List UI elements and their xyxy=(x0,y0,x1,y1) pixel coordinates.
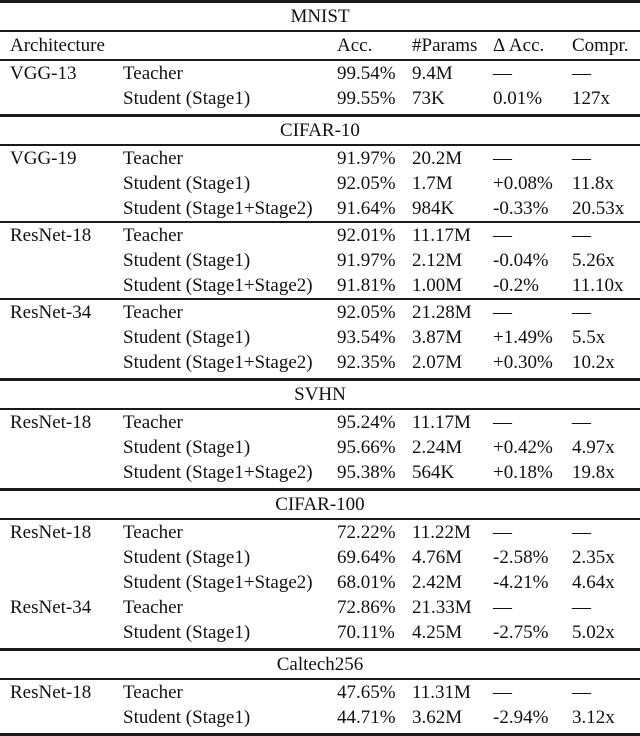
table-row xyxy=(0,595,640,620)
cell-role: Student (Stage1) xyxy=(123,622,251,643)
cell-delta: -2.94% xyxy=(493,707,549,728)
cell-architecture: ResNet-18 xyxy=(10,682,92,703)
table-row xyxy=(0,570,640,595)
table-row xyxy=(0,520,640,545)
table-row xyxy=(0,350,640,375)
cell-delta: +0.08% xyxy=(493,173,553,194)
cell-delta: +0.42% xyxy=(493,437,553,458)
cell-acc: 70.11% xyxy=(337,622,395,643)
cell-delta: -0.33% xyxy=(493,198,549,219)
cell-delta: +0.30% xyxy=(493,352,553,373)
table-row xyxy=(0,146,640,171)
cell-delta: — xyxy=(493,302,512,323)
cell-params: 1.7M xyxy=(412,173,453,194)
cell-role: Teacher xyxy=(123,597,183,618)
cell-role: Teacher xyxy=(123,225,183,246)
cell-delta: — xyxy=(493,148,512,169)
cell-architecture: ResNet-18 xyxy=(10,225,92,246)
cell-delta: -2.75% xyxy=(493,622,549,643)
table-row xyxy=(0,196,640,221)
cell-params: 1.00M xyxy=(412,275,463,296)
cell-acc: 95.38% xyxy=(337,462,396,483)
table-row xyxy=(0,435,640,460)
table-row xyxy=(0,61,640,86)
cell-delta: — xyxy=(493,682,512,703)
cell-role: Student (Stage1+Stage2) xyxy=(123,198,313,219)
cell-role: Student (Stage1) xyxy=(123,437,251,458)
cell-acc: 91.97% xyxy=(337,148,396,169)
table-row xyxy=(0,680,640,705)
table-row xyxy=(0,460,640,485)
cell-role: Student (Stage1) xyxy=(123,707,251,728)
table-row xyxy=(0,410,640,435)
cell-role: Student (Stage1+Stage2) xyxy=(123,275,313,296)
cell-delta: -0.2% xyxy=(493,275,539,296)
section-title: CIFAR-10 xyxy=(280,120,360,141)
col-header-compr: Compr. xyxy=(572,35,629,56)
cell-acc: 92.01% xyxy=(337,225,396,246)
cell-role: Student (Stage1) xyxy=(123,250,251,271)
cell-compr: 11.8x xyxy=(572,173,615,194)
cell-delta: — xyxy=(493,597,512,618)
cell-acc: 68.01% xyxy=(337,572,396,593)
cell-delta: -2.58% xyxy=(493,547,549,568)
col-header-delta-acc: Δ Acc. xyxy=(493,35,545,56)
cell-acc: 95.24% xyxy=(337,412,396,433)
cell-params: 2.24M xyxy=(412,437,463,458)
cell-delta: 0.01% xyxy=(493,88,543,109)
table-row xyxy=(0,300,640,325)
cell-acc: 44.71% xyxy=(337,707,396,728)
cell-acc: 99.55% xyxy=(337,88,396,109)
cell-delta: +0.18% xyxy=(493,462,553,483)
cell-acc: 72.22% xyxy=(337,522,396,543)
cell-params: 2.42M xyxy=(412,572,463,593)
cell-delta: — xyxy=(493,522,512,543)
cell-acc: 69.64% xyxy=(337,547,396,568)
cell-acc: 99.54% xyxy=(337,63,396,84)
cell-params: 11.31M xyxy=(412,682,471,703)
section-title: SVHN xyxy=(294,384,346,405)
cell-architecture: VGG-13 xyxy=(10,63,77,84)
cell-role: Teacher xyxy=(123,412,183,433)
cell-params: 4.76M xyxy=(412,547,463,568)
cell-compr: 3.12x xyxy=(572,707,615,728)
cell-acc: 91.97% xyxy=(337,250,396,271)
section-title: CIFAR-100 xyxy=(275,494,365,515)
cell-compr: — xyxy=(572,682,591,703)
cell-role: Student (Stage1+Stage2) xyxy=(123,352,313,373)
cell-compr: 4.64x xyxy=(572,572,615,593)
cell-role: Teacher xyxy=(123,148,183,169)
table-row xyxy=(0,248,640,273)
table-row xyxy=(0,325,640,350)
cell-compr: — xyxy=(572,225,591,246)
cell-params: 73K xyxy=(412,88,445,109)
cell-compr: — xyxy=(572,148,591,169)
cell-params: 20.2M xyxy=(412,148,463,169)
cell-role: Student (Stage1) xyxy=(123,173,251,194)
cell-compr: — xyxy=(572,63,591,84)
cell-acc: 92.05% xyxy=(337,173,396,194)
cell-architecture: ResNet-34 xyxy=(10,302,92,323)
cell-role: Teacher xyxy=(123,682,183,703)
cell-delta: -0.04% xyxy=(493,250,549,271)
cell-delta: -4.21% xyxy=(493,572,549,593)
cell-role: Teacher xyxy=(123,302,183,323)
cell-acc: 91.81% xyxy=(337,275,396,296)
cell-params: 984K xyxy=(412,198,455,219)
table-row xyxy=(0,545,640,570)
table-row xyxy=(0,223,640,248)
cell-role: Teacher xyxy=(123,63,183,84)
table-row xyxy=(0,171,640,196)
cell-acc: 95.66% xyxy=(337,437,396,458)
cell-role: Teacher xyxy=(123,522,183,543)
cell-acc: 92.05% xyxy=(337,302,396,323)
cell-compr: 5.02x xyxy=(572,622,615,643)
table-row xyxy=(0,86,640,111)
table-row xyxy=(0,705,640,730)
cell-params: 21.33M xyxy=(412,597,472,618)
cell-role: Student (Stage1) xyxy=(123,327,251,348)
cell-compr: 11.10x xyxy=(572,275,624,296)
cell-role: Student (Stage1) xyxy=(123,547,251,568)
cell-delta: +1.49% xyxy=(493,327,553,348)
cell-acc: 92.35% xyxy=(337,352,396,373)
cell-delta: — xyxy=(493,412,512,433)
cell-params: 11.22M xyxy=(412,522,471,543)
cell-params: 11.17M xyxy=(412,412,471,433)
table-row xyxy=(0,273,640,298)
cell-role: Student (Stage1+Stage2) xyxy=(123,462,313,483)
col-header-architecture: Architecture xyxy=(10,35,105,56)
cell-params: 4.25M xyxy=(412,622,463,643)
cell-compr: — xyxy=(572,302,591,323)
cell-compr: 5.26x xyxy=(572,250,615,271)
cell-params: 3.62M xyxy=(412,707,463,728)
cell-delta: — xyxy=(493,63,512,84)
cell-compr: 2.35x xyxy=(572,547,615,568)
cell-compr: 10.2x xyxy=(572,352,615,373)
section-title: Caltech256 xyxy=(276,654,364,675)
cell-acc: 91.64% xyxy=(337,198,396,219)
cell-params: 21.28M xyxy=(412,302,472,323)
table-row xyxy=(0,620,640,645)
cell-architecture: VGG-19 xyxy=(10,148,77,169)
cell-role: Student (Stage1) xyxy=(123,88,251,109)
cell-compr: 5.5x xyxy=(572,327,606,348)
cell-acc: 72.86% xyxy=(337,597,396,618)
cell-params: 2.12M xyxy=(412,250,463,271)
col-header-acc: Acc. xyxy=(337,35,373,56)
cell-compr: — xyxy=(572,597,591,618)
cell-params: 3.87M xyxy=(412,327,463,348)
cell-role: Student (Stage1+Stage2) xyxy=(123,572,313,593)
section-title: MNIST xyxy=(290,6,350,27)
cell-params: 11.17M xyxy=(412,225,471,246)
cell-params: 2.07M xyxy=(412,352,463,373)
col-header-params: #Params xyxy=(412,35,478,56)
cell-acc: 47.65% xyxy=(337,682,396,703)
cell-params: 9.4M xyxy=(412,63,453,84)
cell-architecture: ResNet-18 xyxy=(10,412,92,433)
cell-architecture: ResNet-18 xyxy=(10,522,92,543)
cell-compr: 127x xyxy=(572,88,610,109)
cell-compr: — xyxy=(572,412,591,433)
cell-compr: 4.97x xyxy=(572,437,615,458)
cell-compr: 19.8x xyxy=(572,462,615,483)
cell-acc: 93.54% xyxy=(337,327,396,348)
column-header-row xyxy=(0,32,640,59)
cell-compr: — xyxy=(572,522,591,543)
cell-delta: — xyxy=(493,225,512,246)
cell-architecture: ResNet-34 xyxy=(10,597,92,618)
cell-compr: 20.53x xyxy=(572,198,625,219)
cell-params: 564K xyxy=(412,462,455,483)
